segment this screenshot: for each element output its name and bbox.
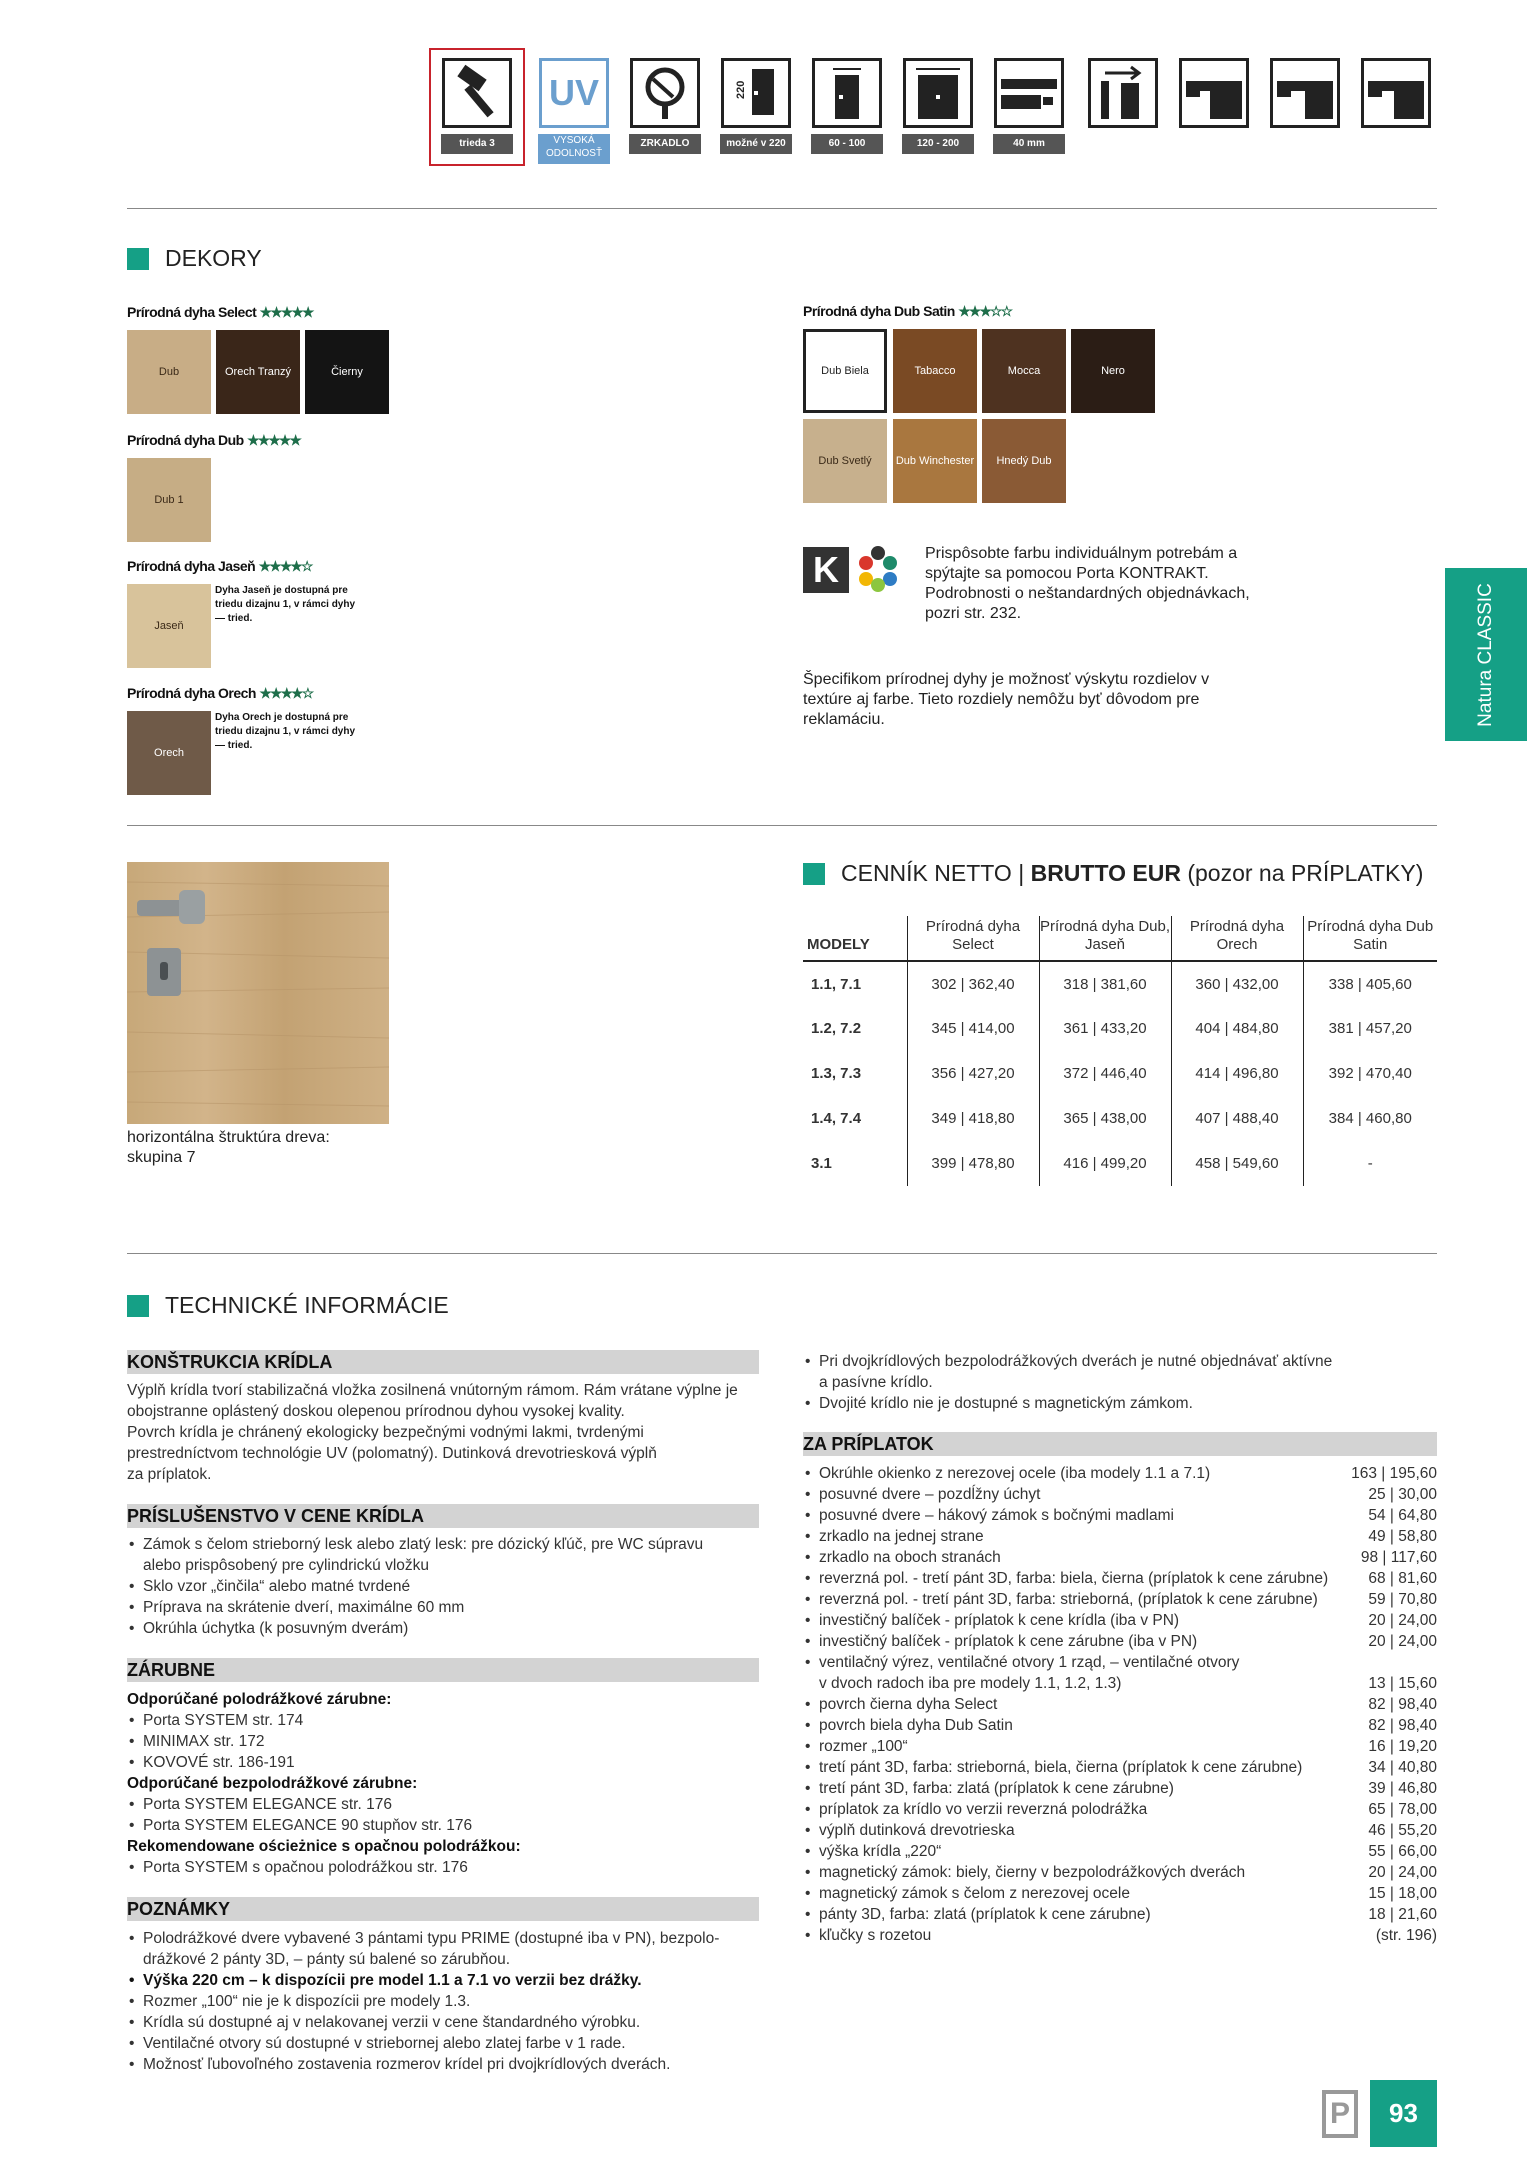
section-marker <box>803 863 825 885</box>
table-row <box>803 1141 1437 1186</box>
swatch-mocca: Mocca <box>982 329 1066 413</box>
dekor-jasen-title: Prírodná dyha Jaseň ★★★★☆ <box>127 558 312 574</box>
priplatok-heading: ZA PRÍPLATOK <box>803 1432 1437 1456</box>
list-item: • povrch biela dyha Dub Satin 82 | 98,40 <box>803 1715 1437 1736</box>
list-item: • pánty 3D, farba: zlatá (príplatok k cene zárubne) 18 | 21,60 <box>803 1904 1437 1925</box>
table-cell: 1.2, 7.2 <box>811 1020 862 1037</box>
divider <box>127 208 1437 209</box>
header-dub-satin: Prírodná dyha Dub Satin <box>1303 916 1437 961</box>
table-cell: 1.1, 7.1 <box>811 975 862 993</box>
table-row <box>803 1051 1437 1096</box>
table-cell: - <box>1303 1141 1437 1186</box>
table-cell: 349 | 418,80 <box>907 1096 1039 1141</box>
dekory-title: DEKORY <box>165 245 262 271</box>
header-dub-jasen: Prírodná dyha Dub, Jaseň <box>1039 916 1171 961</box>
table-cell: 407 | 488,40 <box>1171 1096 1303 1141</box>
hammer-icon <box>442 58 512 128</box>
orech-note: Dyha Orech je dostupná pre triedu dizajnu 1, v rámci dyhy — tried. <box>215 712 356 751</box>
swatch-cierny: Čierny <box>305 330 389 414</box>
list-item: • Porta SYSTEM str. 174 <box>127 1710 767 1731</box>
list-item: • magnetický zámok: biely, čierny v bezpolodrážkových dverách 20 | 24,00 <box>803 1862 1437 1883</box>
divider <box>127 1253 1437 1254</box>
list-item: • povrch čierna dyha Select 82 | 98,40 <box>803 1694 1437 1715</box>
list-item: drážkové 2 pánty 3D, – pánty sú balené so zárubňou. <box>143 1951 511 1968</box>
dekor-orech-title: Prírodná dyha Orech ★★★★☆ <box>127 685 313 701</box>
priplatok-list <box>803 1463 1437 1946</box>
list-item: • Sklo vzor „činčila“ alebo matné tvrdené <box>127 1576 767 1597</box>
list-item: • tretí pánt 3D, farba: zlatá (príplatok k cene zárubne) 39 | 46,80 <box>803 1778 1437 1799</box>
icon-label-60-100: 60 - 100 <box>811 134 883 154</box>
table-cell: 1.4, 7.4 <box>811 1110 862 1127</box>
frame-profile-icon-4 <box>1361 58 1431 128</box>
table-cell: 361 | 433,20 <box>1039 1006 1171 1051</box>
table-cell: 458 | 549,60 <box>1171 1141 1303 1186</box>
list-item: • zrkadlo na oboch stranách 98 | 117,60 <box>803 1547 1437 1568</box>
section-title-cennik: CENNÍK NETTO | BRUTTO EUR (pozor na PRÍPLATKY) <box>803 860 1423 887</box>
swatch-tabacco: Tabacco <box>893 329 977 413</box>
list-item: • tretí pánt 3D, farba: strieborná, biela, čierna (príplatok k cene zárubne) 34 | 40,80 <box>803 1757 1437 1778</box>
list-item: alebo prispôsobený pre cylindrickú vložku <box>143 1557 430 1574</box>
icon-label-220: možné v 220 <box>720 134 792 154</box>
list-item: • príplatok za krídlo vo verzii reverzná polodrážka 65 | 78,00 <box>803 1799 1437 1820</box>
prislusenstvo-heading: PRÍSLUŠENSTVO V CENE KRÍDLA <box>127 1504 759 1528</box>
swatch-orech: Orech Tranzý <box>216 330 300 414</box>
list-item: • výška krídla „220“ 55 | 66,00 <box>803 1841 1437 1862</box>
dyha-note: Špecifikom prírodnej dyhy je možnosť výskytu rozdielov v textúre aj farbe. Tieto rozdiely nemôžu byť dôvodom pre reklamáciu. <box>803 671 1210 728</box>
swatch-dub-winchester: Dub Winchester <box>893 419 977 503</box>
frame-profile-icon-3 <box>1270 58 1340 128</box>
swatch-dub: Dub <box>127 330 211 414</box>
section-marker <box>127 1295 149 1317</box>
swatch-hnedy-dub: Hnedý Dub <box>982 419 1066 503</box>
list-item: • Porta SYSTEM s opačnou polodrážkou str. 176 <box>127 1857 767 1878</box>
table-cell: 372 | 446,40 <box>1039 1051 1171 1096</box>
table-cell: 1.3, 7.3 <box>811 1065 862 1082</box>
list-item: • Polodrážkové dvere vybavené 3 pántami typu PRIME (dostupné iba v PN), bezpolo- <box>127 1928 767 1949</box>
table-cell: 414 | 496,80 <box>1171 1051 1303 1096</box>
icon-label-zrkadlo: ZRKADLO <box>629 134 701 154</box>
cut-40mm-icon <box>994 58 1064 128</box>
list-item: • ventilačný výrez, ventilačné otvory 1 rząd, – ventilačné otvory <box>803 1652 1437 1673</box>
list-item: • Porta SYSTEM ELEGANCE 90 stupňov str. 176 <box>127 1815 767 1836</box>
header-select: Prírodná dyha Select <box>907 916 1039 961</box>
icon-label-trieda: trieda 3 <box>441 134 513 154</box>
photo-caption: horizontálna štruktúra dreva: skupina 7 <box>127 1129 330 1166</box>
list-item: • posuvné dvere – hákový zámok s bočnými madlami 54 | 64,80 <box>803 1505 1437 1526</box>
frame-profile-icon-2 <box>1179 58 1249 128</box>
list-item: • MINIMAX str. 172 <box>127 1731 767 1752</box>
list-item: • magnetický zámok s čelom z nerezovej ocele 15 | 18,00 <box>803 1883 1437 1904</box>
list-item: • Možnosť ľubovoľného zostavenia rozmerov krídel pri dvojkrídlových dverách. <box>127 2054 767 2075</box>
table-row <box>803 961 1437 1006</box>
list-item: • Výška 220 cm – k dispozícii pre model 1.1 a 7.1 vo verzii bez drážky. <box>127 1970 767 1991</box>
kontrakt-logo: K <box>803 547 849 593</box>
list-item: • Porta SYSTEM ELEGANCE str. 176 <box>127 1794 767 1815</box>
uv-icon: UV <box>539 58 609 128</box>
page-number: 93 <box>1370 2080 1437 2147</box>
list-item: • posuvné dvere – pozdĺžny úchyt 25 | 30,00 <box>803 1484 1437 1505</box>
table-cell: 318 | 381,60 <box>1039 961 1171 1006</box>
table-cell: 381 | 457,20 <box>1303 1006 1437 1051</box>
price-table <box>803 916 1437 1186</box>
table-row <box>803 1006 1437 1051</box>
door-handle-photo <box>127 862 389 1124</box>
table-cell: 416 | 499,20 <box>1039 1141 1171 1186</box>
swatch-jasen: Jaseň <box>127 584 211 668</box>
konstrukcia-text: Výplň krídla tvorí stabilizačná vložka zosilnená vnútorným rámom. Rám vrátane výplne je obojstranne oplástený doskou olepenou prírodnou dyhou vysokej kvality. Povrch krídla je chránený ekologicky bezpečnými vodnými lakmi, tvrdenými prestredníctvom technológie UV (polomatný). Dutinková drevotriesková výplň za príplatok. <box>127 1382 738 1483</box>
swatch-dub-biela: Dub Biela <box>803 329 887 413</box>
table-cell: 384 | 460,80 <box>1303 1096 1437 1141</box>
dekor-select-title: Prírodná dyha Select ★★★★★ <box>127 304 313 320</box>
list-item: • zrkadlo na jednej strane 49 | 58,80 <box>803 1526 1437 1547</box>
list-item: v dvoch radoch iba pre modely 1.1, 1.2, 1.3) 13 | 15,60 <box>819 1675 1437 1692</box>
jasen-note: Dyha Jaseň je dostupná pre triedu dizajnu 1, v rámci dyhy — tried. <box>215 585 356 624</box>
color-dots-icon <box>856 545 900 593</box>
list-item: • Príprava na skrátenie dverí, maximálne 60 mm <box>127 1597 767 1618</box>
dekor-satin-title: Prírodná dyha Dub Satin ★★★☆☆ <box>803 303 1012 319</box>
swatch-nero: Nero <box>1071 329 1155 413</box>
porta-logo: P <box>1322 2090 1358 2138</box>
mirror-icon <box>630 58 700 128</box>
frame-profile-icon-1 <box>1088 58 1158 128</box>
list-item: a pasívne krídlo. <box>819 1374 933 1391</box>
list-item: • Okrúhla úchytka (k posuvným dverám) <box>127 1618 767 1639</box>
side-tab: Natura CLASSIC <box>1445 568 1527 741</box>
prislusenstvo-list <box>127 1534 767 1639</box>
icon-label-120-200: 120 - 200 <box>902 134 974 154</box>
table-cell: 399 | 478,80 <box>907 1141 1039 1186</box>
list-item: • rozmer „100“ 16 | 19,20 <box>803 1736 1437 1757</box>
list-item: • reverzná pol. - tretí pánt 3D, farba: strieborná, (príplatok k cene zárubne) 59 | 70,80 <box>803 1589 1437 1610</box>
header-orech: Prírodná dyha Orech <box>1171 916 1303 961</box>
list-item: • Okrúhle okienko z nerezovej ocele (iba modely 1.1 a 7.1) 163 | 195,60 <box>803 1463 1437 1484</box>
list-item: • kľučky s rozetou (str. 196) <box>803 1925 1437 1946</box>
table-cell: 392 | 470,40 <box>1303 1051 1437 1096</box>
konstrukcia-heading: KONŠTRUKCIA KRÍDLA <box>127 1350 759 1374</box>
list-item: • Krídla sú dostupné aj v nelakovanej verzii v cene štandardného výrobku. <box>127 2012 767 2033</box>
price-header-row <box>803 916 1437 961</box>
section-marker <box>127 248 149 270</box>
table-cell: 338 | 405,60 <box>1303 961 1437 1006</box>
poznamky-heading: POZNÁMKY <box>127 1897 759 1921</box>
table-cell: 302 | 362,40 <box>907 961 1039 1006</box>
swatch-dub-1: Dub 1 <box>127 458 211 542</box>
table-cell: 345 | 414,00 <box>907 1006 1039 1051</box>
list-item: • Rozmer „100“ nie je k dispozícii pre modely 1.3. <box>127 1991 767 2012</box>
list-item: • reverzná pol. - tretí pánt 3D, farba: biela, čierna (príplatok k cene zárubne) 68 | 81,60 <box>803 1568 1437 1589</box>
table-cell: 365 | 438,00 <box>1039 1096 1171 1141</box>
door-220-icon <box>721 58 791 128</box>
door-120-200-icon <box>903 58 973 128</box>
table-row <box>803 1096 1437 1141</box>
divider <box>127 825 1437 826</box>
kontrakt-text: Prispôsobte farbu individuálnym potrebám a spýtajte sa pomocou Porta KONTRAKT. Podrobnosti o neštandardných objednávkach, pozri str. 232. <box>925 545 1250 622</box>
list-item: • Dvojité krídlo nie je dostupné s magnetickým zámkom. <box>803 1393 1437 1414</box>
list-item: • Pri dvojkrídlových bezpolodrážkových dverách je nutné objednávať aktívne <box>803 1351 1437 1372</box>
door-60-100-icon <box>812 58 882 128</box>
table-cell: 360 | 432,00 <box>1171 961 1303 1006</box>
list-item: • investičný balíček - príplatok k cene zárubne (iba v PN) 20 | 24,00 <box>803 1631 1437 1652</box>
list-item: • Zámok s čelom strieborný lesk alebo zlatý lesk: pre dózický kľúč, pre WC súpravu <box>127 1534 767 1555</box>
list-item: • Ventilačné otvory sú dostupné v striebornej alebo zlatej farbe v 1 rade. <box>127 2033 767 2054</box>
table-cell: 356 | 427,20 <box>907 1051 1039 1096</box>
icon-label-uv: VYSOKÁ ODOLNOSŤ <box>538 134 610 164</box>
table-cell: 3.1 <box>811 1155 832 1172</box>
zarubne-heading: ZÁRUBNE <box>127 1658 759 1682</box>
list-item: • KOVOVÉ str. 186-191 <box>127 1752 767 1773</box>
section-title-tech: TECHNICKÉ INFORMÁCIE <box>127 1292 449 1319</box>
section-title-dekory <box>127 245 262 272</box>
svg-text:220: 220 <box>735 80 747 99</box>
list-item: • výplň dutinková drevotrieska 46 | 55,20 <box>803 1820 1437 1841</box>
list-item: • investičný balíček - príplatok k cene krídla (iba v PN) 20 | 24,00 <box>803 1610 1437 1631</box>
table-cell: 404 | 484,80 <box>1171 1006 1303 1051</box>
zarubne-list: Odporúčané polodrážkové zárubne: • Porta SYSTEM str. 174 • MINIMAX str. 172 • KOVOVÉ str. 186-191 Odporúčané bezpolodrážkové zárubne: • Porta SYSTEM ELEGANCE str. 176 • Porta SYSTEM ELEGANCE 90 stupňov str. 176 Rekomendowane ościeżnice s opačnou polodrážkou: • Porta SYSTEM s opačnou polodrážkou str. 176 <box>127 1689 767 1878</box>
dvojkridlove-list <box>803 1351 1437 1414</box>
dekor-dub-title: Prírodná dyha Dub ★★★★★ <box>127 432 300 448</box>
poznamky-list <box>127 1928 767 2075</box>
header-modely: MODELY <box>803 916 907 961</box>
icon-label-40mm: 40 mm <box>993 134 1065 154</box>
swatch-orech-2: Orech <box>127 711 211 795</box>
swatch-dub-svetly: Dub Svetlý <box>803 419 887 503</box>
